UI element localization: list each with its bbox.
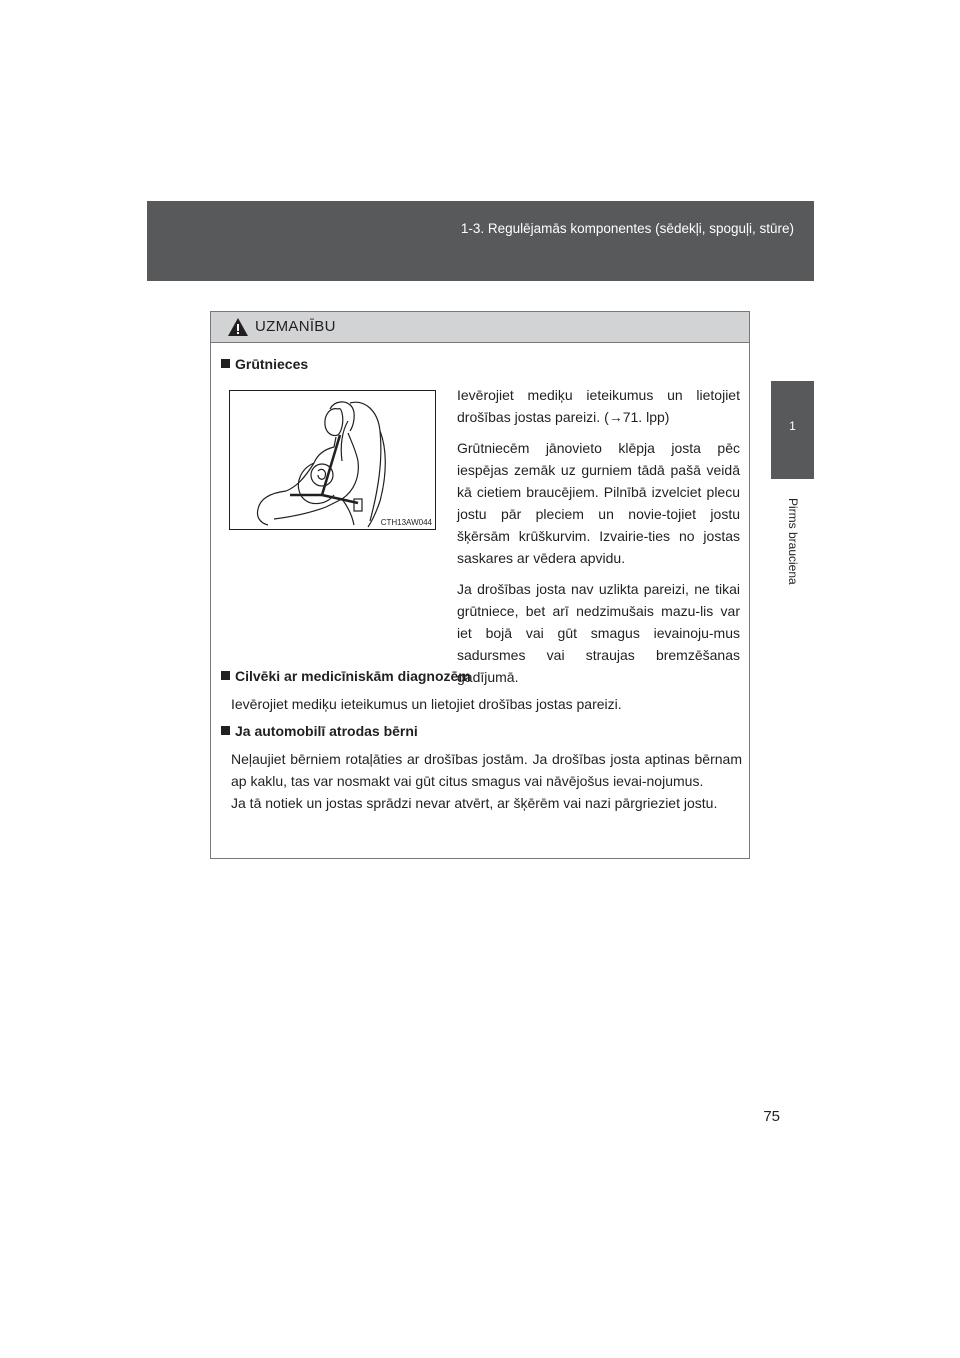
bullet-square-icon (221, 359, 230, 368)
warning-triangle-icon (227, 317, 249, 337)
page-number: 75 (763, 1108, 780, 1125)
section-heading-children: Ja automobilī atrodas bērni (221, 723, 418, 739)
figure-code: CTH13AW044 (380, 518, 432, 527)
pregnant-paragraph-3: Ja drošības josta nav uzlikta pareizi, ne tikai grūtniece, bet arī nedzimušais mazu-lis var iet bojā vai gūt smagus ievainoju-mus sadursmes vai straujas bremzēšanas gadījumā. (457, 581, 740, 685)
children-paragraph-2: Ja tā notiek un jostas sprādzi nevar atvērt, ar šķērēm vai nazi pārgrieziet jostu. (231, 795, 718, 811)
section-heading-medical: Cilvēki ar medicīniskām diagnozēm (221, 668, 471, 684)
bullet-square-icon (221, 726, 230, 735)
chapter-side-label (780, 498, 806, 618)
chapter-tab (771, 381, 814, 479)
chapter-title: 1-3. Regulējamās komponentes (sēdekļi, spoguļi, stūre) (460, 221, 794, 236)
children-text (231, 748, 742, 814)
pregnant-paragraph-1: Ievērojiet mediķu ieteikumus un lietojiet drošības jostas pareizi. (→71. lpp) (457, 387, 740, 425)
chapter-number: 1 (789, 419, 796, 433)
pregnant-paragraph-2: Grūtniecēm jānovieto klēpja josta pēc iespējas zemāk uz gurniem tādā pašā veidā kā cietiem braucējiem. Pilnībā izvelciet plecu jostu pār pleciem un novie-tojiet jostu šķērsām krūškurvim. Izvairie-ties no jostas saskares ar vēdera apvidu. (457, 440, 740, 566)
warning-title: UZMANĪBU (255, 318, 336, 335)
chapter-side-label-text: Pirms brauciena (786, 498, 800, 585)
bullet-square-icon (221, 671, 230, 680)
pregnant-text-block (457, 384, 740, 688)
children-paragraph-1: Neļaujiet bērniem rotaļāties ar drošības jostām. Ja drošības josta aptinas bērnam ap kaklu, tas var nosmakt vai gūt citus smagus vai nāvējošus ievai-nojumus. (231, 751, 742, 789)
pregnant-woman-illustration (230, 391, 435, 529)
warning-box (210, 311, 750, 859)
section-heading-pregnant: Grūtnieces (221, 356, 308, 372)
illustration-pregnant-seatbelt (229, 390, 436, 530)
chapter-header (147, 201, 814, 281)
medical-text: Ievērojiet mediķu ieteikumus un lietojiet drošības jostas pareizi. (231, 696, 622, 712)
warning-header (211, 312, 749, 343)
